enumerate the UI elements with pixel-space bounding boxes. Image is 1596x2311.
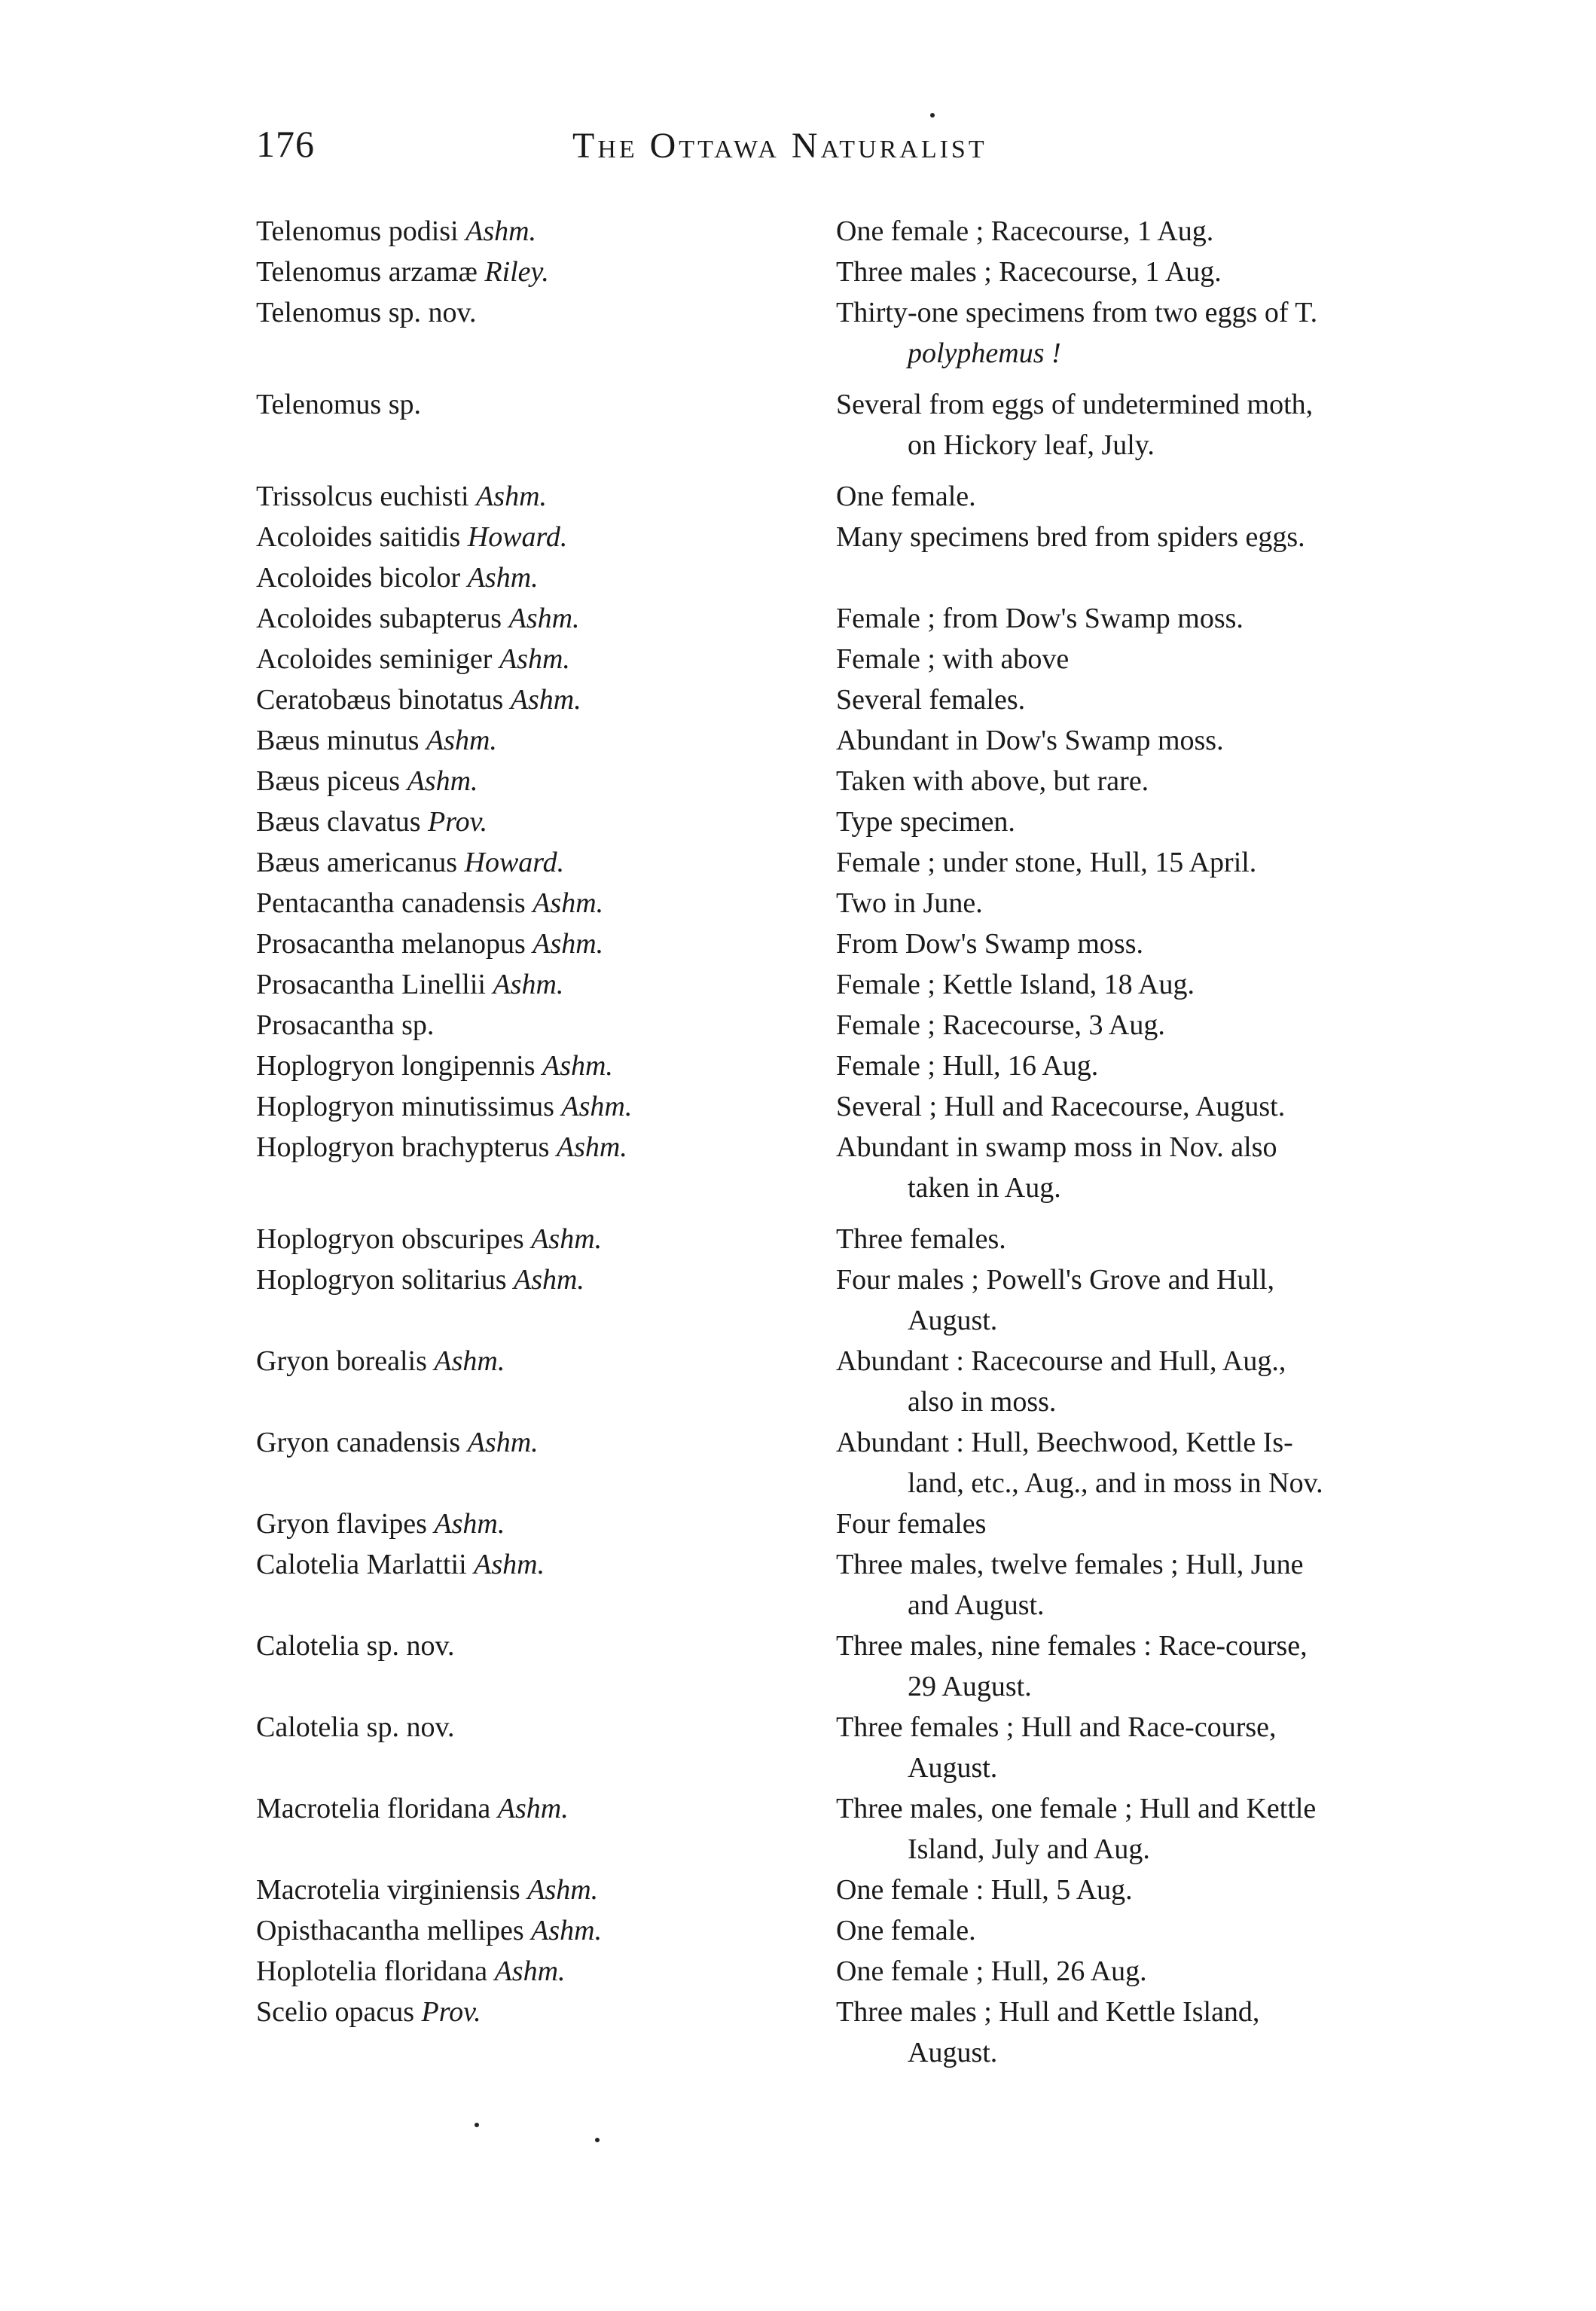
species-entry bbox=[256, 964, 1431, 1005]
collection-note bbox=[836, 1788, 1424, 1870]
species-authority: Ashm. bbox=[467, 1427, 539, 1458]
species-name bbox=[256, 1504, 836, 1544]
collection-note bbox=[836, 517, 1424, 557]
species-authority: Howard. bbox=[467, 521, 568, 553]
collection-note bbox=[836, 1504, 1424, 1544]
note-line: taken in Aug. bbox=[908, 1172, 1061, 1204]
species-binomial: Macrotelia floridana bbox=[256, 1793, 498, 1824]
species-name bbox=[256, 883, 836, 923]
note-line: 29 August. bbox=[908, 1671, 1032, 1702]
collection-note bbox=[836, 211, 1424, 252]
species-entry bbox=[256, 1219, 1431, 1259]
species-authority: Howard. bbox=[464, 847, 565, 878]
note-line: Abundant in swamp moss in Nov. also bbox=[836, 1131, 1277, 1163]
species-binomial: Hoplogryon longipennis bbox=[256, 1050, 542, 1082]
species-binomial: Acoloides saitidis bbox=[256, 521, 468, 553]
species-entry bbox=[256, 292, 1431, 374]
species-authority: Ashm. bbox=[426, 725, 497, 756]
species-authority: Ashm. bbox=[508, 603, 580, 634]
note-line: and August. bbox=[908, 1589, 1045, 1621]
species-binomial: Trissolcus euchisti bbox=[256, 481, 477, 512]
species-name bbox=[256, 1341, 836, 1381]
note-line: Three males, twelve females ; Hull, June bbox=[836, 1549, 1304, 1580]
collection-note bbox=[836, 1992, 1424, 2073]
collection-note bbox=[836, 679, 1424, 720]
species-authority: Ashm. bbox=[474, 1549, 545, 1580]
species-entry bbox=[256, 1422, 1431, 1504]
species-binomial: Gryon borealis bbox=[256, 1345, 435, 1377]
species-name bbox=[256, 1707, 836, 1748]
species-authority: Ashm. bbox=[499, 643, 570, 675]
species-binomial: Telenomus podisi bbox=[256, 215, 466, 247]
species-entry bbox=[256, 1544, 1431, 1626]
collection-note bbox=[836, 384, 1424, 466]
species-entry bbox=[256, 252, 1431, 292]
note-line: One female : Hull, 5 Aug. bbox=[836, 1874, 1133, 1906]
collection-note bbox=[836, 476, 1424, 517]
species-name bbox=[256, 1626, 836, 1666]
note-line: Female ; from Dow's Swamp moss. bbox=[836, 603, 1244, 634]
note-line: Female ; Hull, 16 Aug. bbox=[836, 1050, 1099, 1082]
collection-note bbox=[836, 1046, 1424, 1086]
species-name bbox=[256, 211, 836, 252]
species-entry bbox=[256, 1707, 1431, 1788]
collection-note bbox=[836, 1005, 1424, 1046]
species-authority: Prov. bbox=[427, 806, 488, 838]
note-line: Several from eggs of undetermined moth, bbox=[836, 389, 1314, 420]
species-binomial: Hoplogryon solitarius bbox=[256, 1264, 514, 1296]
collection-note bbox=[836, 842, 1424, 883]
species-entry bbox=[256, 1504, 1431, 1544]
species-binomial: Pentacantha canadensis bbox=[256, 887, 533, 919]
species-entry bbox=[256, 1992, 1431, 2073]
collection-note bbox=[836, 761, 1424, 801]
species-binomial: Macrotelia virginiensis bbox=[256, 1874, 528, 1906]
species-binomial: Gryon flavipes bbox=[256, 1508, 435, 1540]
species-binomial: Prosacantha melanopus bbox=[256, 928, 533, 960]
species-entry bbox=[256, 923, 1431, 964]
note-line: Several ; Hull and Racecourse, August. bbox=[836, 1091, 1286, 1122]
species-authority: Ashm. bbox=[434, 1508, 505, 1540]
species-binomial: Acoloides bicolor bbox=[256, 562, 468, 594]
note-line: Female ; with above bbox=[836, 643, 1070, 675]
ink-speck bbox=[930, 113, 935, 118]
species-name bbox=[256, 1910, 836, 1951]
species-authority: Ashm. bbox=[434, 1345, 505, 1377]
collection-note bbox=[836, 1951, 1424, 1992]
note-line: Thirty-one specimens from two eggs of T. bbox=[836, 297, 1318, 328]
species-binomial: Hoplogryon brachypterus bbox=[256, 1131, 557, 1163]
collection-note bbox=[836, 557, 1424, 598]
running-head: The Ottawa Naturalist bbox=[572, 126, 987, 166]
species-authority: Ashm. bbox=[494, 1955, 566, 1987]
species-name bbox=[256, 842, 836, 883]
species-binomial: Prosacantha sp. bbox=[256, 1009, 435, 1041]
species-authority: Ashm. bbox=[531, 1223, 603, 1255]
species-entry bbox=[256, 801, 1431, 842]
collection-note bbox=[836, 923, 1424, 964]
collection-note bbox=[836, 964, 1424, 1005]
collection-note bbox=[836, 598, 1424, 639]
species-authority: Ashm. bbox=[513, 1264, 584, 1296]
species-binomial: Calotelia sp. nov. bbox=[256, 1711, 455, 1743]
note-line: One female. bbox=[836, 1915, 976, 1946]
collection-note bbox=[836, 1707, 1424, 1788]
species-name bbox=[256, 964, 836, 1005]
species-entry bbox=[256, 476, 1431, 517]
species-entry bbox=[256, 598, 1431, 639]
note-line: Two in June. bbox=[836, 887, 983, 919]
collection-note bbox=[836, 1259, 1424, 1341]
species-name bbox=[256, 1127, 836, 1168]
note-line: One female ; Hull, 26 Aug. bbox=[836, 1955, 1147, 1987]
species-name bbox=[256, 557, 836, 598]
species-entry bbox=[256, 211, 1431, 252]
note-line: Island, July and Aug. bbox=[908, 1833, 1150, 1865]
species-entry bbox=[256, 1127, 1431, 1208]
collection-note bbox=[836, 720, 1424, 761]
note-line: Three males, one female ; Hull and Kettle bbox=[836, 1793, 1317, 1824]
collection-note bbox=[836, 1870, 1424, 1910]
note-line: Abundant : Hull, Beechwood, Kettle Is- bbox=[836, 1427, 1293, 1458]
species-authority: Ashm. bbox=[556, 1131, 627, 1163]
species-entry bbox=[256, 1626, 1431, 1707]
note-line: Taken with above, but rare. bbox=[836, 765, 1149, 797]
species-name bbox=[256, 476, 836, 517]
species-binomial: Hoplogryon minutissimus bbox=[256, 1091, 562, 1122]
species-entry bbox=[256, 679, 1431, 720]
species-binomial: Prosacantha Linellii bbox=[256, 969, 493, 1000]
species-entry bbox=[256, 1259, 1431, 1341]
species-entry bbox=[256, 1046, 1431, 1086]
species-binomial: Telenomus sp. nov. bbox=[256, 297, 477, 328]
species-authority: Prov. bbox=[421, 1996, 481, 2028]
species-list bbox=[256, 211, 1431, 2073]
collection-note bbox=[836, 1422, 1424, 1504]
species-authority: Ashm. bbox=[527, 1874, 599, 1906]
note-line: polyphemus ! bbox=[908, 337, 1061, 369]
species-binomial: Hoplotelia floridana bbox=[256, 1955, 495, 1987]
ink-speck bbox=[475, 2123, 479, 2127]
species-name bbox=[256, 1870, 836, 1910]
page-number: 176 bbox=[256, 123, 315, 165]
species-authority: Ashm. bbox=[497, 1793, 569, 1824]
species-binomial: Acoloides seminiger bbox=[256, 643, 499, 675]
collection-note bbox=[836, 252, 1424, 292]
species-binomial: Telenomus sp. bbox=[256, 389, 421, 420]
species-name bbox=[256, 384, 836, 425]
species-binomial: Bæus americanus bbox=[256, 847, 465, 878]
note-line: One female ; Racecourse, 1 Aug. bbox=[836, 215, 1214, 247]
species-name bbox=[256, 1422, 836, 1463]
species-entry bbox=[256, 883, 1431, 923]
species-name bbox=[256, 1544, 836, 1585]
species-name bbox=[256, 598, 836, 639]
note-line: Female ; under stone, Hull, 15 April. bbox=[836, 847, 1257, 878]
species-name bbox=[256, 1005, 836, 1046]
note-line: Several females. bbox=[836, 684, 1026, 716]
note-line: August. bbox=[908, 1305, 998, 1336]
species-name bbox=[256, 1086, 836, 1127]
collection-note bbox=[836, 292, 1424, 374]
species-entry bbox=[256, 384, 1431, 466]
species-name bbox=[256, 923, 836, 964]
note-line: Three males ; Hull and Kettle Island, bbox=[836, 1996, 1260, 2028]
species-binomial: Calotelia sp. nov. bbox=[256, 1630, 455, 1662]
species-binomial: Bæus piceus bbox=[256, 765, 407, 797]
note-line: One female. bbox=[836, 481, 976, 512]
species-name bbox=[256, 1951, 836, 1992]
note-line: Female ; Racecourse, 3 Aug. bbox=[836, 1009, 1165, 1041]
species-name bbox=[256, 1788, 836, 1829]
note-line: Abundant in Dow's Swamp moss. bbox=[836, 725, 1224, 756]
species-name bbox=[256, 639, 836, 679]
collection-note bbox=[836, 1127, 1424, 1208]
species-binomial: Telenomus arzamæ bbox=[256, 256, 485, 288]
note-line: Many specimens bred from spiders eggs. bbox=[836, 521, 1305, 553]
species-binomial: Opisthacantha mellipes bbox=[256, 1915, 532, 1946]
species-name bbox=[256, 761, 836, 801]
species-authority: Ashm. bbox=[467, 562, 539, 594]
note-line bbox=[836, 557, 1424, 598]
species-name bbox=[256, 517, 836, 557]
note-line: August. bbox=[908, 1752, 998, 1784]
collection-note bbox=[836, 1219, 1424, 1259]
species-name bbox=[256, 1046, 836, 1086]
note-line: also in moss. bbox=[908, 1386, 1057, 1418]
species-entry bbox=[256, 1086, 1431, 1127]
species-authority: Ashm. bbox=[533, 887, 604, 919]
species-binomial: Hoplogryon obscuripes bbox=[256, 1223, 532, 1255]
note-line: Four females bbox=[836, 1508, 987, 1540]
note-line: Four males ; Powell's Grove and Hull, bbox=[836, 1264, 1275, 1296]
species-entry bbox=[256, 1951, 1431, 1992]
species-entry bbox=[256, 1910, 1431, 1951]
note-line: Type specimen. bbox=[836, 806, 1015, 838]
ink-speck bbox=[595, 2138, 600, 2142]
note-line: Abundant : Racecourse and Hull, Aug., bbox=[836, 1345, 1286, 1377]
collection-note bbox=[836, 1341, 1424, 1422]
collection-note bbox=[836, 1544, 1424, 1626]
note-line: Three males, nine females : Race-course, bbox=[836, 1630, 1308, 1662]
collection-note bbox=[836, 639, 1424, 679]
species-name bbox=[256, 1259, 836, 1300]
note-line: From Dow's Swamp moss. bbox=[836, 928, 1143, 960]
species-entry bbox=[256, 720, 1431, 761]
species-entry bbox=[256, 761, 1431, 801]
species-binomial: Gryon canadensis bbox=[256, 1427, 468, 1458]
species-name bbox=[256, 679, 836, 720]
species-authority: Ashm. bbox=[510, 684, 581, 716]
collection-note bbox=[836, 1910, 1424, 1951]
collection-note bbox=[836, 883, 1424, 923]
species-name bbox=[256, 801, 836, 842]
species-authority: Ashm. bbox=[493, 969, 564, 1000]
species-binomial: Scelio opacus bbox=[256, 1996, 422, 2028]
species-authority: Ashm. bbox=[531, 1915, 603, 1946]
species-entry bbox=[256, 639, 1431, 679]
note-line: Three males ; Racecourse, 1 Aug. bbox=[836, 256, 1222, 288]
note-line: on Hickory leaf, July. bbox=[908, 429, 1155, 461]
species-authority: Ashm. bbox=[533, 928, 604, 960]
species-entry bbox=[256, 1788, 1431, 1870]
species-name bbox=[256, 720, 836, 761]
species-authority: Ashm. bbox=[542, 1050, 613, 1082]
species-entry bbox=[256, 1005, 1431, 1046]
species-entry bbox=[256, 517, 1431, 557]
note-line: Female ; Kettle Island, 18 Aug. bbox=[836, 969, 1195, 1000]
species-entry bbox=[256, 1870, 1431, 1910]
species-entry bbox=[256, 557, 1431, 598]
collection-note bbox=[836, 801, 1424, 842]
species-authority: Ashm. bbox=[407, 765, 478, 797]
species-entry bbox=[256, 842, 1431, 883]
collection-note bbox=[836, 1626, 1424, 1707]
species-binomial: Bæus clavatus bbox=[256, 806, 428, 838]
species-authority: Riley. bbox=[484, 256, 549, 288]
species-entry bbox=[256, 1341, 1431, 1422]
note-line: land, etc., Aug., and in moss in Nov. bbox=[908, 1467, 1323, 1499]
species-authority: Ashm. bbox=[465, 215, 537, 247]
collection-note bbox=[836, 1086, 1424, 1127]
species-name bbox=[256, 292, 836, 333]
species-name bbox=[256, 1219, 836, 1259]
species-binomial: Calotelia Marlattii bbox=[256, 1549, 475, 1580]
note-line: August. bbox=[908, 2037, 998, 2068]
species-authority: Ashm. bbox=[561, 1091, 633, 1122]
species-authority: Ashm. bbox=[476, 481, 548, 512]
note-line: Three females. bbox=[836, 1223, 1006, 1255]
note-line: Three females ; Hull and Race-course, bbox=[836, 1711, 1277, 1743]
species-binomial: Ceratobæus binotatus bbox=[256, 684, 511, 716]
species-name bbox=[256, 252, 836, 292]
species-binomial: Acoloides subapterus bbox=[256, 603, 509, 634]
species-name bbox=[256, 1992, 836, 2032]
species-binomial: Bæus minutus bbox=[256, 725, 426, 756]
